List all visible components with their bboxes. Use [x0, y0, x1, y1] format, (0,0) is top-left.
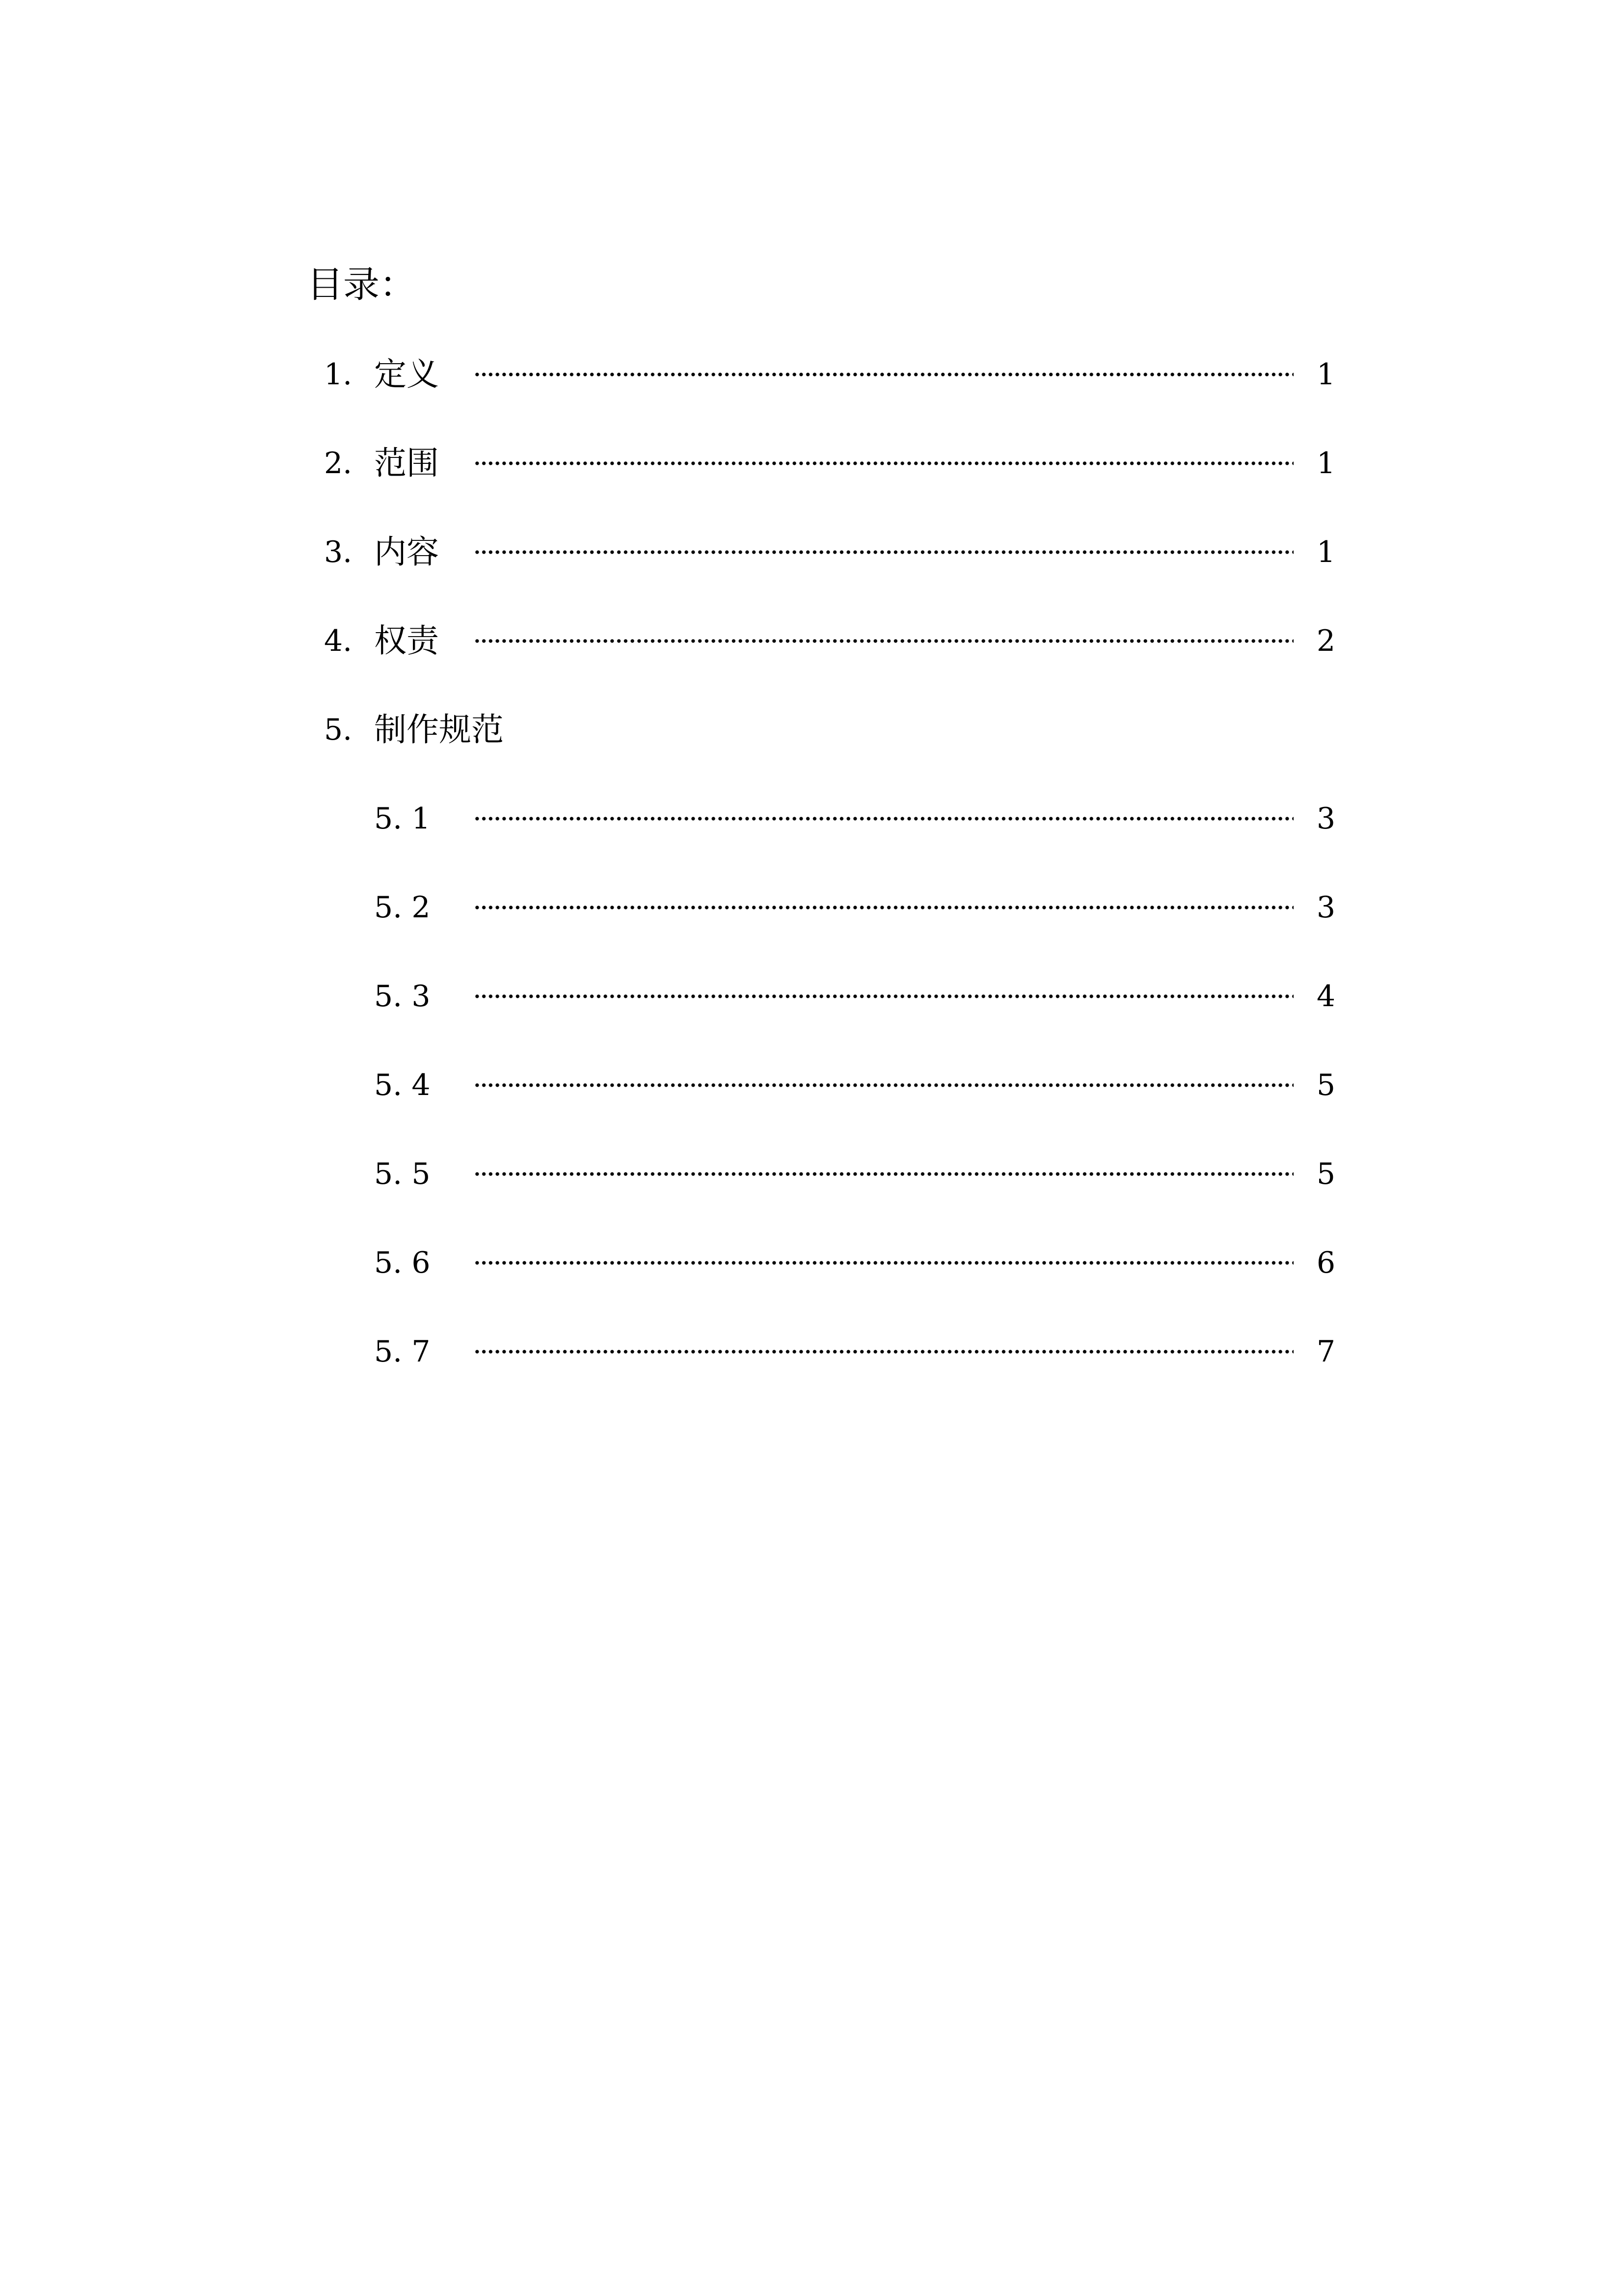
toc-entry-page: 7 [1316, 1335, 1335, 1369]
toc-entry-page: 6 [1316, 1246, 1335, 1280]
toc-entry-page: 2 [1316, 624, 1335, 658]
toc-dot-leader [474, 816, 1294, 821]
toc-entry-number: 5. [324, 713, 352, 747]
toc-subentry [0, 881, 1624, 934]
toc-subentry [0, 969, 1624, 1023]
toc-entry-number: 5. 3 [374, 979, 431, 1014]
toc-dot-leader [474, 1260, 1294, 1265]
toc-entry-page: 1 [1316, 357, 1335, 392]
toc-entry-number: 2. [324, 446, 352, 481]
toc-subentry [0, 1147, 1624, 1201]
toc-entry-number: 5. 2 [374, 890, 431, 925]
toc-subentry [0, 792, 1624, 846]
toc-entry-number: 5. 6 [374, 1246, 431, 1280]
toc-entry [0, 614, 1624, 668]
toc-entry [0, 703, 1624, 757]
toc-entry-page: 3 [1316, 890, 1335, 925]
toc-dot-leader [474, 905, 1294, 910]
toc-subentry [0, 1325, 1624, 1379]
toc-entry-label: 定义 [374, 355, 439, 393]
toc-entry-page: 5 [1316, 1068, 1335, 1102]
toc-entry-page: 1 [1316, 446, 1335, 481]
toc-entry-number: 3. [324, 535, 352, 569]
toc-dot-leader [474, 994, 1294, 999]
toc-entry-label: 内容 [374, 533, 439, 571]
toc-subentry [0, 1058, 1624, 1112]
toc-entry-number: 5. 1 [374, 801, 431, 836]
toc-entry [0, 436, 1624, 490]
toc-entry-number: 5. 4 [374, 1068, 431, 1102]
toc-entry-page: 3 [1316, 801, 1335, 836]
toc-entry-page: 4 [1316, 979, 1335, 1014]
toc-entry-label: 范围 [374, 444, 439, 482]
toc-entry-page: 1 [1316, 535, 1335, 569]
toc-dot-leader [474, 550, 1294, 555]
toc-dot-leader [474, 1172, 1294, 1176]
toc-entry-page: 5 [1316, 1157, 1335, 1191]
toc-dot-leader [474, 1083, 1294, 1088]
toc-entry-number: 5. 7 [374, 1335, 431, 1369]
toc-entry-label: 权责 [374, 622, 439, 660]
toc-entry-number: 5. 5 [374, 1157, 431, 1191]
toc-dot-leader [474, 1349, 1294, 1354]
toc-dot-leader [474, 639, 1294, 643]
toc-title: 目录： [307, 264, 416, 306]
toc-subentry [0, 1236, 1624, 1290]
toc-dot-leader [474, 461, 1294, 466]
toc-dot-leader [474, 372, 1294, 377]
toc-entry-number: 4. [324, 624, 352, 658]
toc-entry [0, 525, 1624, 579]
toc-entry-label: 制作规范 [374, 711, 504, 748]
toc-entry [0, 347, 1624, 401]
toc-entry-number: 1. [324, 357, 352, 392]
